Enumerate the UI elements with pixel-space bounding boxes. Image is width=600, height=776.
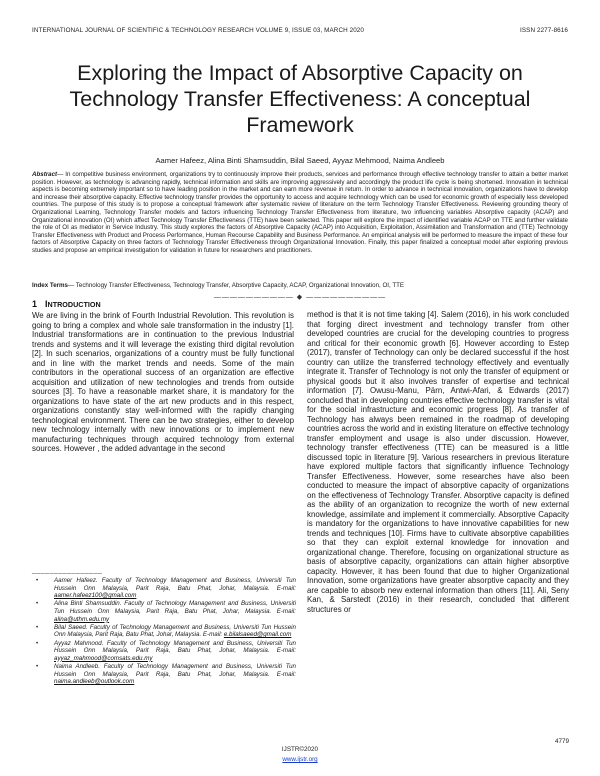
email-link[interactable]: e.bilalsaeed@gmail.com [223,631,292,639]
bullet-icon: • [36,600,39,608]
abstract-separator: — [57,171,66,178]
page-number: 4779 [554,738,569,745]
abstract-label: Abstract [32,171,58,178]
footnote-text: Alina Binti Shamsuddin. Faculty of Technology Management and Business, Universiti Tun Hussein Onn Malaysia, Parit Raja, Batu Phat, Johar, Malaysia. E-mail: [54,600,296,615]
right-column [307,310,569,614]
bullet-icon: • [36,662,39,670]
index-terms-label: Index Terms [32,282,68,289]
footer-url-link[interactable]: www.ijstr.org [282,756,318,763]
left-column [32,299,294,454]
email-link[interactable]: aamer.hafeez100@gmail.com [54,592,137,600]
section-divider: —————————— ◆ —————————— [213,294,387,301]
footnote-item [36,600,296,623]
bullet-icon: • [36,639,39,647]
footnote-text: Naima Andleeb. Faculty of Technology Management and Business, Universiti Tun Hussein Onn Malaysia, Parit Raja, Batu Phat, Johar, Malaysia. E-mail: [54,662,296,678]
index-terms-text: Technology Transfer Effectiveness, Technology Transfer, Absorptive Capacity, ACAP, Organizational Innovation, OI, TTE [75,282,405,289]
journal-name: INTERNATIONAL JOURNAL OF SCIENTIFIC & TECHNOLOGY RESEARCH VOLUME 9, ISSUE 03, MARCH 2020 [32,27,364,34]
footer-copyright: IJSTR©2020 [281,746,319,753]
bullet-icon: • [36,623,39,631]
section-title-rest: NTRODUCTION [47,300,101,309]
abstract-text: In competitive business environment, organizations try to continuously improve their products, services and performance through effective technology transfer to attain a better market position. However, as technology is advancing rapidly, technical information and skills are improving aggressively and accordingly the product life cycle is being shortened. Innovation in technical aspects is becoming extremely important so to have leading position in the market and can earn more revenue in return. In order to advance in technical innovation, organizations have to develop and increase their absorptive capacity. Effective technology transfer provides the opportunity to access and acquire technology which can be used for economic growth of especially less developed countries. The purpose of this study is to propose a conceptual framework after systematic review of literature on the term Technology Transfer Effectiveness. Reviewing grounding theory of Organizational Learning, Technology Transfer models and factors influencing Technology Transfer Effectiveness from literature, two influencing variables Absorptive capacity (ACAP) and Organizational innovation (OI) which affect Technology Transfer Effectiveness (TTE) have been selected. This paper will explore the impact of identified variable ACAP on TTE and further validate the role of OI as mediator in Service Industry. This study explores the factors of Absorptive Capacity (ACAP) into Acquisition, Exploitation, Assimilation and Transformation and (TTE) Technology Transfer Effectiveness with Product and Process Performance, Human Recourse Capability and Business Performance. An empirical analysis will be performed to measure the impact of these four factors of Absorptive Capacity on three factors of Technology Transfer Effectiveness through Organizational Innovation. Finally, this paper finalized a conceptual model after exploring previous studies and propose an empirical investigation for validation in future for researchers and practitioners. [32,171,568,254]
email-link[interactable]: ayyaz_mahmood@comsats.edu.my [54,654,153,662]
section-heading-introduction [32,299,294,309]
index-terms-separator: — [68,282,76,289]
abstract [32,171,568,255]
section-number: 1 [32,299,38,309]
footnote-item [36,624,296,639]
email-link[interactable]: naima.andleeb@outlook.com [54,678,135,686]
email-link[interactable]: alina@uthm.edu.my [54,615,110,623]
footnote-rule: ________________ [32,567,103,574]
section-title-initial: I [45,299,48,309]
issn: ISSN 2277-8616 [520,27,568,34]
paper-title: Exploring the Impact of Absorptive Capacity on Technology Transfer Effectiveness: A conceptual Framework [69,61,531,137]
footnote-item [36,640,296,663]
footnote-text: Aamer Hafeez. Faculty of Technology Management and Business, Universiti Tun Hussein Onn Malaysia, Parit Raja, Batu Phat, Johar, Malaysia. E-mail: [54,577,296,592]
running-header [32,27,568,37]
index-terms [32,282,568,290]
author-footnotes [36,577,296,686]
footnote-item [36,577,296,600]
footnote-text: Bilal Saeed. Faculty of Technology Management and Business, Universiti Tun Hussein Onn Malaysia, Parit Raja, Batu Phat, Johar, Malaysia. E-mail: [54,623,296,639]
left-column-text: We are living in the brink of Fourth Industrial Revolution. This revolution is going to bring a complex and whole sale transformation in the industry [1]. Industrial transformations are in continuation to the previous Industrial trends and systems and it will leverage the existing third digital revolution [2]. In such scenarios, organizations of a country must be fully functional and in line with the market trends and needs. Some of the main contributors in the operational success of an organization are effective acquisition and utilization of new technologies and trends from outside sources [3]. To have a reasonable market share, it is mandatory for the organizations to have state of the art new products and in this respect, organizations constantly stay well-informed with the rapidly changing technological environment. There can be two strategies, either to develop new technology internally with new innovations or to implement new manufacturing techniques through acquired technology from external sources. However , the added advantage in the second [32,311,294,453]
footnote-text: Ayyaz Mahmood. Faculty of Technology Management and Business, Universiti Tun Hussein Onn Malaysia, Parit Raja, Batu Phat, Johar, Malaysia. E-mail: [54,639,296,655]
right-column-text: method is that it is not time taking [4]. Salem (2016), in his work concluded that forging direct investment and technology transfer from other developed countries are crucial for the developing countries to progress and critical for their economic growth [6]. However according to Estep (2017), transfer of Technology can only be declared successful if the host country can utilize the transferred technology effectively and eventually integrate it. Transfer of Technology is not only the transfer of equipment or physical goods but it also involves transfer of expertise and technical information [7]. Owusu-Manu, Pärn, Antwi-Afari, & Edwards (2017) concluded that in developing countries effective technology transfer is vital for the social infrastructure and economic progress [8]. As transfer of Technology has always been remained in the roadmap of developing countries across the world and in existing literature on effective technology transfer employment and usage is also under discussion. However, technology transfer effectiveness (TTE) can be measured is a little discussed topic in literature [9]. Various researchers in previous literature have explored multiple factors that significantly influence Technology Transfer Effectiveness. However, some researches have also been conducted to measure the impact of absorptive capacity of organizations on the effectiveness of Technology Transfer. Absorptive capacity is defined as the ability of an organization to recognize the worth of new external knowledge, assimilate and implement it commercially. Absorptive Capacity is mandatory for the organizations to have innovative capabilities for new trends and techniques [10]. Firms have to cultivate absorptive capabilities so that they can exploit external knowledge for innovation and organizational change. Therefore, focusing on organizational structure as basis of absorptive capacity, organizations can attain higher absorptive capacity. However, it has been found that due to higher Organizational Innovation, some organizations have greater absorptive capacity and they are capable to absorb new external information than others [11]. Ali, Seny Kan, & Sarstedt (2016) in their research, concluded that different structures or [307,310,569,614]
bullet-icon: • [36,577,39,584]
footnote-item [36,663,296,686]
author-list: Aamer Hafeez, Alina Binti Shamsuddin, Bilal Saeed, Ayyaz Mehmood, Naima Andleeb [155,156,445,165]
